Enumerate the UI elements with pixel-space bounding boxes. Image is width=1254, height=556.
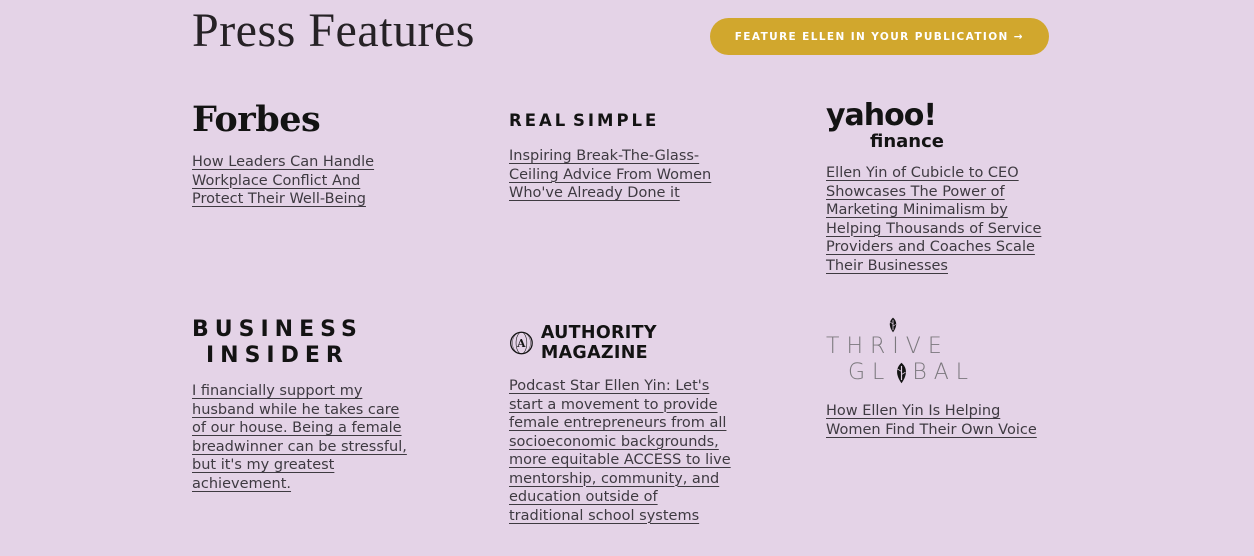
press-feature-card-authority-magazine	[509, 317, 731, 525]
real-simple-logo: REAL SIMPLE	[509, 111, 660, 130]
leaf-icon	[893, 362, 910, 384]
yahoo-wordmark: yahoo!	[826, 98, 937, 133]
thrive-global-logo	[826, 317, 1048, 386]
finance-wordmark: finance	[870, 131, 944, 152]
article-link-business-insider[interactable]: I financially support my husband while he takes care of our house. Being a female breadwinner can be stressful, but it's my greatest achievement.	[192, 383, 407, 492]
press-features-grid	[192, 100, 1048, 525]
authority-magazine-logo	[509, 317, 731, 363]
article-link-forbes[interactable]: How Leaders Can Handle Workplace Conflict And Protect Their Well-Being	[192, 154, 375, 207]
article-link-thrive-global[interactable]: How Ellen Yin Is Helping Women Find Their Own Voice	[826, 403, 1037, 438]
page-title: Press Features	[192, 4, 475, 57]
yahoo-finance-logo	[826, 100, 1048, 151]
business-insider-line1: BUSINESS	[192, 317, 363, 342]
business-insider-line2: INSIDER	[205, 343, 349, 368]
svg-text:A: A	[517, 337, 526, 351]
business-insider-logo	[192, 317, 363, 369]
press-feature-card-forbes	[192, 100, 414, 275]
press-feature-card-thrive-global	[826, 317, 1048, 525]
article-link-authority-magazine[interactable]: Podcast Star Ellen Yin: Let's start a movement to provide female entrepreneurs from all socioeconomic backgrounds, more equitable ACCESS to live mentorship, community, and education outside of traditional school systems	[509, 378, 731, 524]
press-feature-card-yahoo-finance	[826, 100, 1048, 275]
press-feature-card-business-insider	[192, 317, 414, 525]
article-link-real-simple[interactable]: Inspiring Break-The-Glass-Ceiling Advice From Women Who've Already Done it	[509, 148, 712, 201]
press-feature-card-real-simple	[509, 100, 731, 275]
authority-magazine-wordmark: AUTHORITY MAGAZINE	[540, 323, 657, 363]
authority-magazine-globe-icon	[509, 328, 534, 358]
global-wordmark: GL BAL	[848, 360, 976, 385]
feature-ellen-cta-button[interactable]: FEATURE ELLEN IN YOUR PUBLICATION →	[710, 18, 1049, 55]
thrive-wordmark: THRIVE	[826, 334, 949, 359]
leaf-icon	[886, 317, 900, 333]
forbes-logo: Forbes	[192, 99, 321, 140]
article-link-yahoo-finance[interactable]: Ellen Yin of Cubicle to CEO Showcases The Power of Marketing Minimalism by Helping Thousands of Service Providers and Coaches Scale Their Businesses	[826, 165, 1042, 274]
